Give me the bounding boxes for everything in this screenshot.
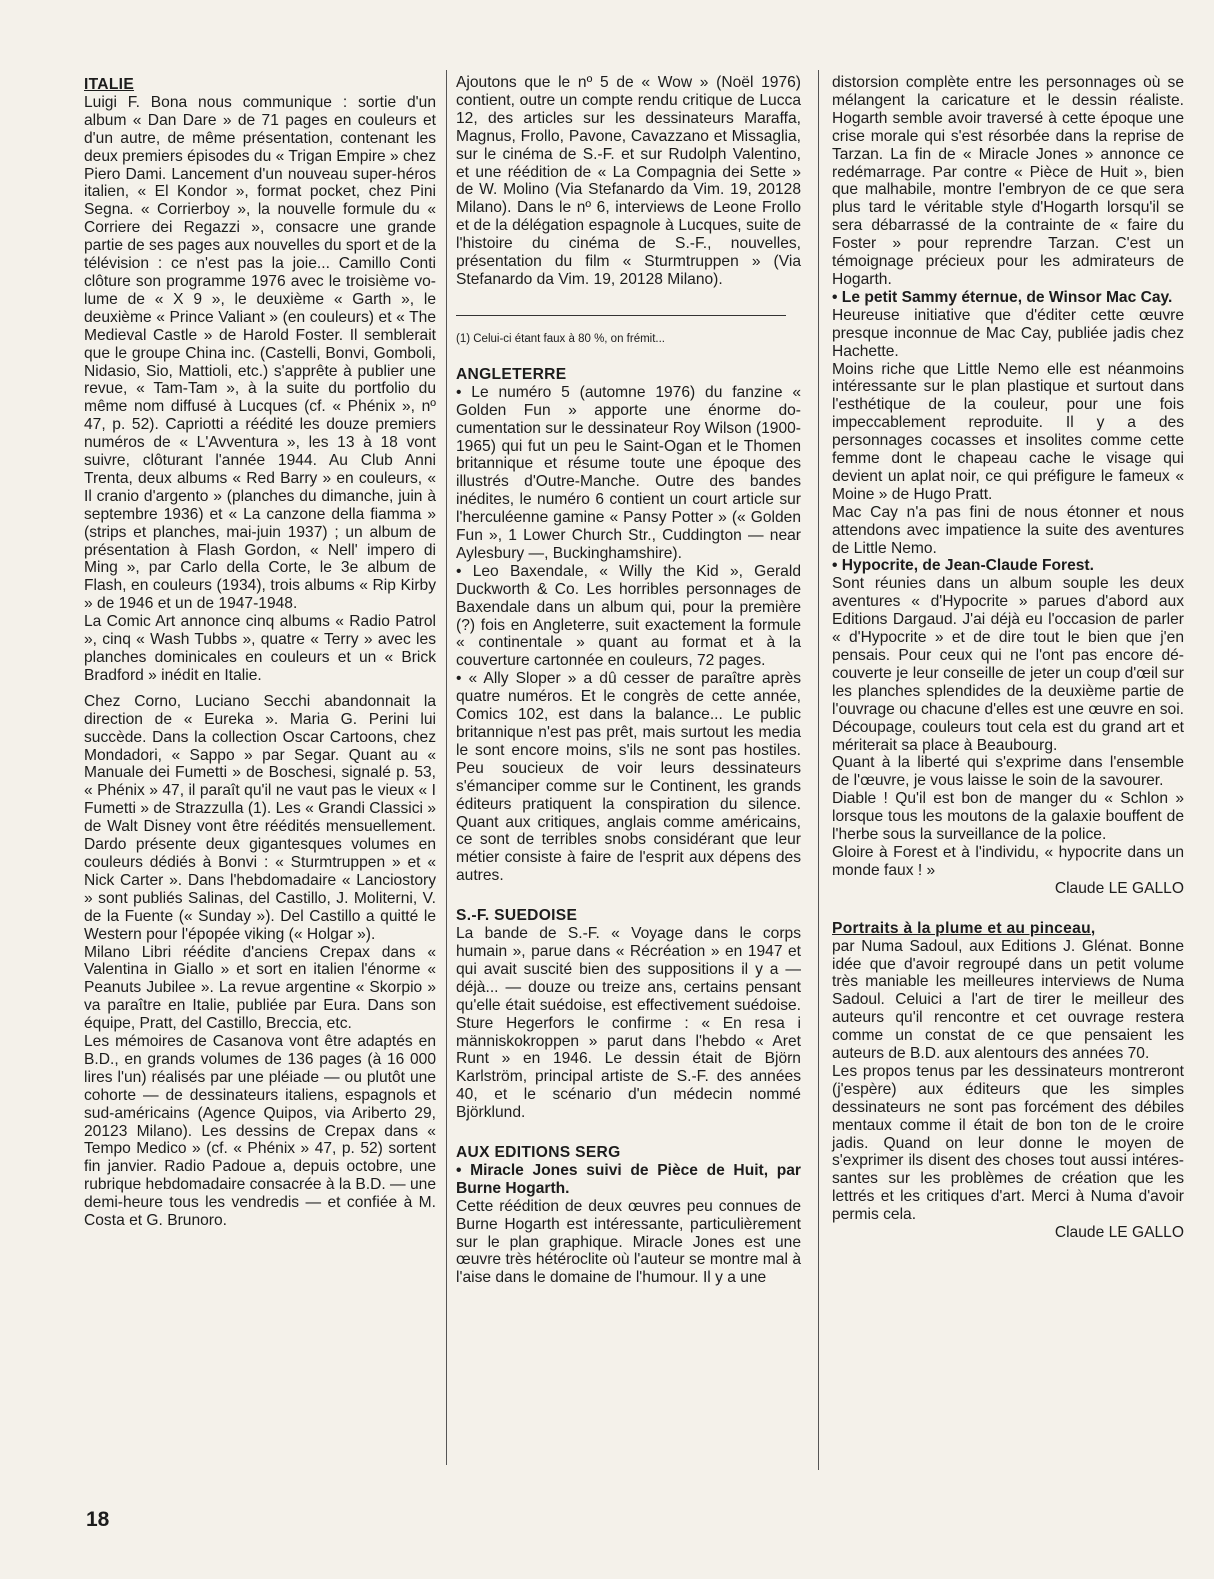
paragraph: Milano Libri réédite d'anciens Crepax dans « Valentina in Giallo » et sort en italien l'énorme « Peanuts Jubilee ». La revue argentine « Skorpio » va paraître en Italie, publiée par Eura. Dans son équipe, Pratt, del Castillo, Breccia, etc.: [84, 943, 436, 1033]
paragraph: Cette réédition de deux œuvres peu connues de Burne Hogarth est intéressante, particulièrement sur le plan graphique. Miracle Jones est une œuvre très hétéroclite où l'auteur se montre mal à l'aise dans le domaine de l'humour. Il y a une: [456, 1197, 801, 1287]
column-3: [832, 74, 1184, 1242]
paragraph: Luigi F. Bona nous communique : sortie d'un album « Dan Dare » de 71 pages en couleurs et d'un autre, de même présentation, contenant les deux premiers épisodes du « Trigan Empire » chez Piero Dami. Lancement d'un nouveau super-héros italien, « El Kondor », format pocket, chez Pini Segna. « Corrierboy », la nouvelle formule du « Corriere dei Regazzi », consacre une grande partie de ses pages aux nouvelles du sport et de la télévision : ce n'est pas la joie... Camillo Conti clôture son programme 1976 avec le troisième volume de « X 9 », le deuxième « Garth », le deuxième « Prince Valiant » (en couleurs) et « The Medieval Castle » de Harold Foster. Il semblerait que le groupe China inc. (Castelli, Bonvi, Gomboli, Nidasio, Sio, Mattioli, etc.) s'apprête à publier une revue, « Tam-Tam », à la suite du portfolio du même nom diffusé à Lucques (cf. « Phénix », nº 47, p. 52). Capriotti a réédité les douze premiers numéros de « L'Avventura », les 13 à 18 vont suivre, clôturant l'année 1944. Au Club Anni Trenta, deux albums « Red Barry » en couleurs, « Il cranio d'argento » (planches du dimanche, juin à septembre 1936) et « La canzone della fiamma » (strips et planches, mai-juin 1937) ; un album de présentation à Flash Gordon, « Nell' impero di Ming », par Carlo della Corte, le 3e album de Flash, en couleurs (1934), trois albums « Rip Kirby » de 1946 et un de 1947-1948.: [84, 93, 436, 613]
paragraph: Ajoutons que le nº 5 de « Wow » (Noël 1976) contient, outre un compte rendu critique de Lucca 12, des articles sur les dessinateurs Maraffa, Magnus, Frollo, Pavone, Cavazzano et Missaglia, sur le cinéma de S.-F. et sur Rudolph Valentino, et une réédition de « La Compagnia dei Sette » de W. Molino (Via Stefanardo da Vim. 19, 20128 Milano). Dans le nº 6, interviews de Leone Frollo et de la délégation espagnole à Lucques, suite de l'histoire du cinéma de S.-F., nouvelles, présentation du film « Sturmtruppen » (Via Stefanardo da Vim. 19, 20128 Milano).: [456, 74, 801, 288]
paragraph: La bande de S.-F. « Voyage dans le corps humain », parue dans « Récréation » en 1947 et qui avait suscité bien des suppositions il y a — déjà... — douze ou treize ans, certains pensant qu'elle était suédoise, est effectivement suédoise. Sture Hegerfors le confirme : « En resa i människokroppen » parut dans l'hebdo « Aret Runt » en 1946. Le dessin était de Björn Karlström, principal artiste de S.-F. des années 40, et le scénario d'un médecin nommé Björklund.: [456, 925, 801, 1122]
paragraph: Mac Cay n'a pas fini de nous étonner et nous attendons avec impatience la suite des aventures de Little Nemo.: [832, 503, 1184, 557]
section-heading: ANGLETERRE: [456, 365, 567, 383]
paragraph: Moins riche que Little Nemo elle est néanmoins intéressante sur le plan plastique et surtout dans l'esthétique de la couleur, pour une fois impeccablement reproduite. Il y a des personnages cocasses et insolites comme cette femme dont le chapeau cache le visage qui devient un aplat noir, ce qui préfigure le fameux « Moine » de Hugo Pratt.: [832, 360, 1184, 503]
paragraph: Les propos tenus par les dessinateurs montreront (j'espère) aux éditeurs que les simples dessinateurs ne sont pas forcément des débiles mentaux comme il était de bon ton de le croire jadis. Quand on leur donne le moyen de s'exprimer ils disent des choses tout aussi intéressantes sur les problèmes de création que les lettrés et les critiques d'art. Merci à Numa d'avoir permis cela.: [832, 1062, 1184, 1224]
paragraph: distorsion complète entre les personnages où se mélangent la caricature et le dessin réaliste. Hogarth semble avoir traversé à cette époque une crise morale qui s'est résorbée dans la reprise de Tarzan. La fin de « Miracle Jones » annonce ce redémarrage. Par contre « Pièce de Huit », bien que malhabile, montre l'embryon de ce que sera plus tard le véritable style d'Hogarth lorsqu'il se sera débarrassé de la contrainte de « faire du Foster » pour reprendre Tarzan. C'est un témoignage précieux pour les admirateurs de Hogarth.: [832, 74, 1184, 288]
item-heading: • Le petit Sammy éternue, de Winsor Mac Cay.: [832, 288, 1173, 306]
paragraph: Diable ! Qu'il est bon de manger du « Schlon » lorsque tous les moutons de la galaxie bouffent de l'herbe sous la surveillance de la police.: [832, 790, 1184, 844]
section-heading: ITALIE: [84, 76, 135, 93]
paragraph: • « Ally Sloper » a dû cesser de paraître après quatre numéros. Et le congrès de cette année, Comics 102, est dans la balance... Le public britannique n'est pas prêt, mais surtout les media le sont encore moins, s'ils ne sont pas hostiles. Peu soucieux de voir leurs dessinateurs s'émanciper comme sur le Continent, les grands éditeurs pratiquent la conspiration du silence. Quant aux critiques, anglais comme américains, ce sont de terribles snobs considérant que leur métier consiste à faire de l'esprit aux dépens des autres.: [456, 670, 801, 885]
footnote-rule: [456, 315, 786, 316]
item-heading: • Miracle Jones suivi de Pièce de Huit, par Burne Hogarth.: [456, 1161, 801, 1197]
column-2: [456, 74, 801, 1287]
column-1: [84, 74, 436, 1230]
paragraph: Gloire à Forest et à l'individu, « hypocrite dans un monde faux ! »: [832, 843, 1184, 879]
paragraph: Les mémoires de Casanova vont être adaptés en B.D., en grands volumes de 136 pages (à 16 000 lires l'un) réalisés par une pléiade — ou plutôt une cohorte — de dessinateurs italiens, espagnols et sud-américains (Agence Quipos, via Ariberto 29, 20123 Milano). Les dessins de Crepax dans « Tempo Medico » (cf. « Phénix » 47, p. 52) sortent fin janvier. Radio Padoue a, depuis octobre, une rubrique hebdomadaire consacrée à la B.D. — une demi-heure tous les vendredis — et confiée à M. Costa et G. Brunoro.: [84, 1033, 436, 1230]
item-heading: • Hypocrite, de Jean-Claude Forest.: [832, 557, 1094, 575]
signature: Claude LE GALLO: [1054, 879, 1184, 897]
section-heading: Portraits à la plume et au pinceau,: [832, 919, 1096, 937]
signature: Claude LE GALLO: [1054, 1224, 1184, 1242]
paragraph: Quant à la liberté qui s'exprime dans l'ensemble de l'œuvre, je vous laisse le soin de la savourer.: [832, 754, 1184, 790]
section-heading: AUX EDITIONS SERG: [456, 1144, 621, 1162]
paragraph: par Numa Sadoul, aux Editions J. Glénat. Bonne idée que d'avoir regroupé dans un petit volume très maniable les meilleures interviews de Numa Sadoul. Celuici a l'art de tirer le meilleur des auteurs qu'il rencontre et cet ouvrage restera comme un constat de ce que pensaient les auteurs de B.D. aux alentours des années 70.: [832, 937, 1184, 1063]
paragraph: • Le numéro 5 (automne 1976) du fanzine « Golden Fun » apporte une énorme documentation sur le dessinateur Roy Wilson (1900-1965) qui fut un peu le Saint-Ogan et le Thomen britannique et résume toute une époque des illustrés d'Outre-Manche. Outre des bandes inédites, le numéro 6 contient un court article sur l'herculéenne gamine « Pansy Potter » (« Golden Fun », 1 Lower Church Str., Cuddington — near Aylesbury —, Buckinghamshire).: [456, 383, 801, 562]
column-rule: [446, 70, 447, 1465]
page-number: 18: [86, 1508, 110, 1531]
paragraph: • Leo Baxendale, « Willy the Kid », Gerald Duckworth & Co. Les horribles personnages de Baxendale dans un album qui, pour la première (?) fois en Angleterre, suit exactement la formule « continentale » quant au format et à la couverture cartonnée en couleurs, 72 pages.: [456, 562, 801, 670]
section-heading: S.-F. SUEDOISE: [456, 907, 578, 925]
paragraph: Sont réunies dans un album souple les deux aventures « d'Hypocrite » parues d'abord aux Editions Dargaud. J'ai déjà eu l'occasion de parler « d'Hypocrite » et de dire tout le bien que j'en pensais. Pour ceux qui ne l'ont pas encore découverte je leur conseille de jeter un coup d'œil sur les planches splendides de la deuxième partie de l'ouvrage ou chacune d'elles est une œuvre en soi. Découpage, couleurs tout cela est du grand art et mériterait sa place à Beaubourg.: [832, 575, 1184, 754]
paragraph: La Comic Art annonce cinq albums « Radio Patrol », cinq « Wash Tubbs », quatre « Terry » avec les planches dominicales en couleurs et un « Brick Bradford » inédit en Italie.: [84, 613, 436, 684]
column-rule: [818, 70, 819, 1470]
footnote: (1) Celui-ci étant faux à 80 %, on frémit...: [456, 332, 666, 345]
paragraph: Chez Corno, Luciano Secchi abandonnait la direction de « Eureka ». Maria G. Perini lui succède. Dans la collection Oscar Cartoons, chez Mondadori, « Sappo » par Segar. Quant au « Manuale dei Fumetti » de Boschesi, signalé p. 53, « Phénix » 47, il paraît qu'il ne vaut pas le vieux « I Fumetti » de Strazzulla (1). Les « Grandi Classici » de Walt Disney vont être réédités mensuellement. Dardo présente deux gigantesques volumes en couleurs dédiés à Bonvi : « Sturmtruppen » et « Nick Carter ». Dans l'hebdomadaire « Lanciostory » sont publiés Salinas, del Castillo, J. Moliterni, V. de la Fuente (« Sunday »). Del Castillo a quitté le Western pour l'épopée viking (« Holgar »).: [84, 692, 436, 943]
paragraph: Heureuse initiative que d'éditer cette œuvre presque inconnue de Mac Cay, publiée jadis chez Hachette.: [832, 306, 1184, 360]
